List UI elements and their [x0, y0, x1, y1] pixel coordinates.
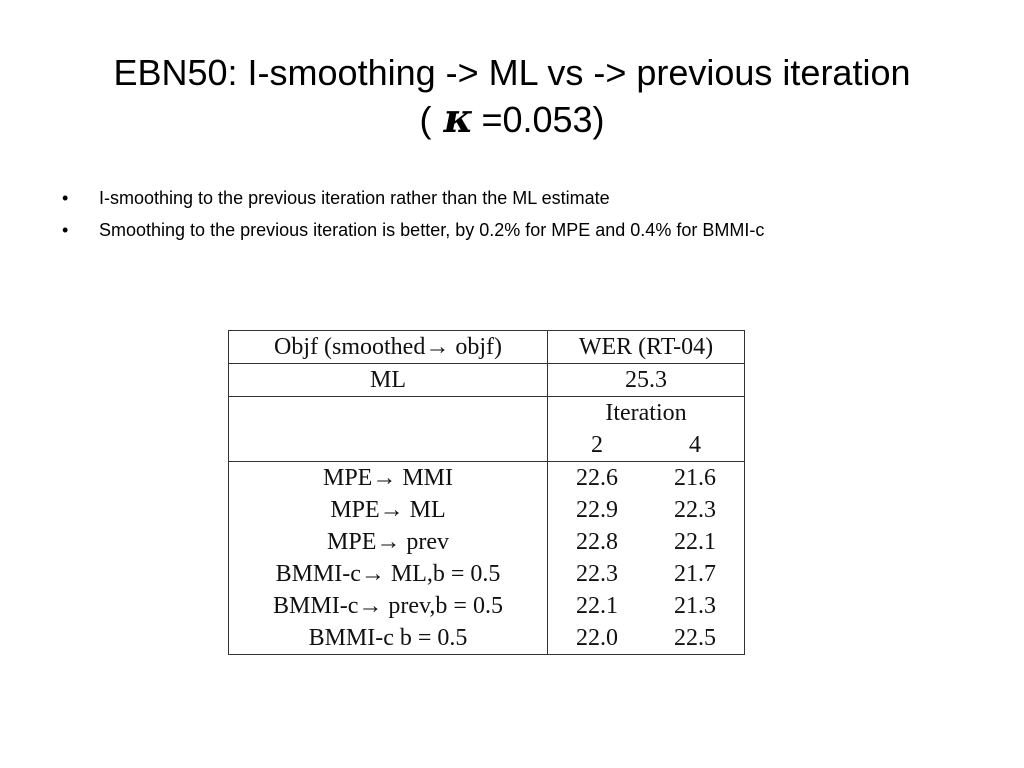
bullet-marker: •	[62, 220, 69, 240]
bullet-item	[62, 185, 892, 211]
table-row	[229, 526, 745, 558]
row-value-iter2: 22.8	[548, 526, 647, 558]
empty-cell	[229, 429, 548, 462]
ml-value: 25.3	[548, 364, 745, 397]
table-row-ml	[229, 364, 745, 397]
table-header-row	[229, 331, 745, 364]
ml-label: ML	[229, 364, 548, 397]
table-row	[229, 558, 745, 590]
row-label: BMMI-c b = 0.5	[229, 622, 548, 655]
row-value-iter2: 22.0	[548, 622, 647, 655]
row-value-iter4: 21.7	[646, 558, 745, 590]
bullet-marker: •	[62, 188, 69, 208]
empty-cell	[229, 397, 548, 430]
row-label: BMMI-c→ prev,b = 0.5	[229, 590, 548, 622]
row-label: MPE→ prev	[229, 526, 548, 558]
bullet-text: Smoothing to the previous iteration is better, by 0.2% for MPE and 0.4% for BMMI-c	[99, 220, 765, 240]
header-wer: WER (RT-04)	[548, 331, 745, 364]
row-value-iter4: 22.1	[646, 526, 745, 558]
results-table	[228, 330, 745, 655]
row-value-iter4: 21.3	[646, 590, 745, 622]
bullet-item	[62, 217, 892, 243]
row-label: MPE→ MMI	[229, 462, 548, 495]
table-row-iteration-numbers	[229, 429, 745, 462]
slide-title	[40, 50, 984, 143]
header-objf: Objf (smoothed→ objf)	[229, 331, 548, 364]
row-value-iter2: 22.3	[548, 558, 647, 590]
iteration-2: 2	[548, 429, 647, 462]
bullet-text: I-smoothing to the previous iteration rather than the ML estimate	[99, 188, 610, 208]
title-line-2	[40, 96, 984, 143]
kappa-symbol: κ	[443, 95, 474, 142]
table-row	[229, 462, 745, 495]
table-row	[229, 622, 745, 655]
table-row	[229, 590, 745, 622]
row-value-iter4: 22.5	[646, 622, 745, 655]
iteration-4: 4	[646, 429, 745, 462]
row-value-iter2: 22.6	[548, 462, 647, 495]
row-value-iter4: 22.3	[646, 494, 745, 526]
title-open-paren: (	[419, 99, 432, 140]
row-label: MPE→ ML	[229, 494, 548, 526]
table-row	[229, 494, 745, 526]
title-line-1: EBN50: I-smoothing -> ML vs -> previous iteration	[113, 52, 911, 93]
row-value-iter2: 22.9	[548, 494, 647, 526]
iteration-label: Iteration	[548, 397, 745, 430]
table-row-iteration-label	[229, 397, 745, 430]
title-kappa-value: =0.053)	[481, 99, 605, 140]
bullet-list	[62, 185, 892, 249]
row-value-iter4: 21.6	[646, 462, 745, 495]
row-label: BMMI-c→ ML,b = 0.5	[229, 558, 548, 590]
row-value-iter2: 22.1	[548, 590, 647, 622]
